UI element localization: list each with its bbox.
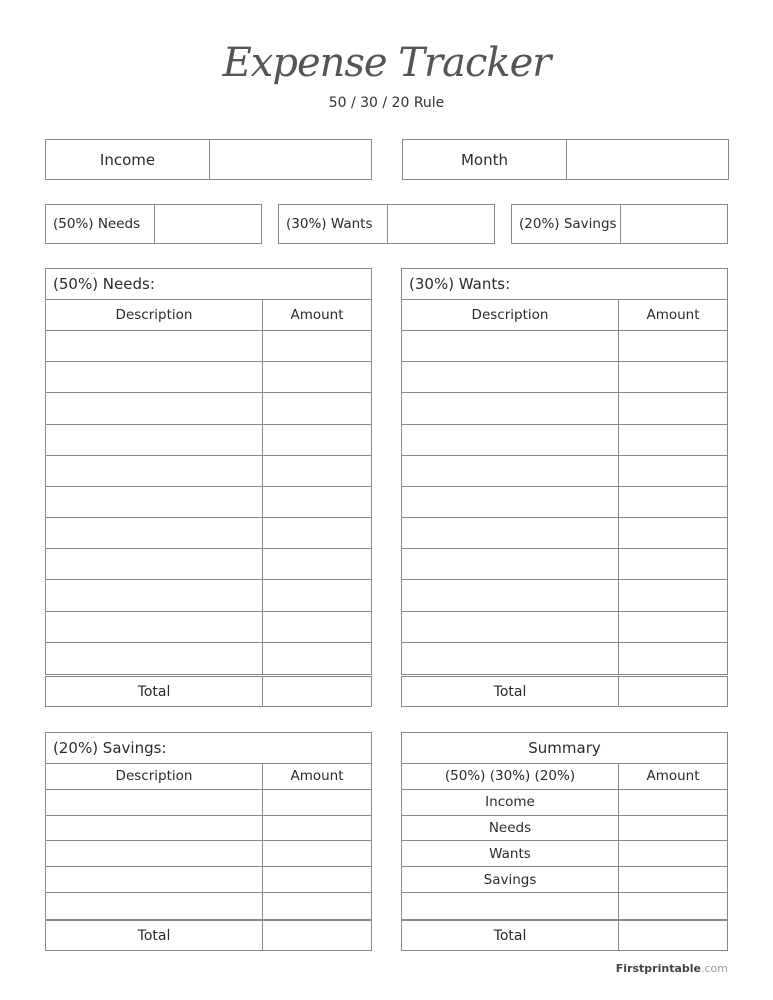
summary-label-cell: Wants [402,841,619,866]
description-cell[interactable] [402,580,619,610]
page-title: Expense Tracker [222,40,551,86]
description-cell[interactable] [402,549,619,579]
amount-cell[interactable] [263,612,371,642]
table-row [402,580,727,611]
summary-column-header [402,764,727,790]
column-header-amount: Amount [290,768,344,785]
wants-allocation-field[interactable] [388,205,494,243]
savings-column-header [46,764,371,790]
income-field[interactable] [210,140,371,179]
amount-cell[interactable] [619,518,727,548]
table-row [402,643,727,674]
savings-total-row [45,920,372,951]
wants-total-field[interactable] [619,677,727,706]
wants-total-label: Total [402,677,619,706]
description-cell[interactable] [402,425,619,455]
description-cell[interactable] [46,841,263,866]
column-header-description: Description [46,764,263,789]
needs-total-row [45,676,372,707]
description-cell[interactable] [46,612,263,642]
table-row [402,893,727,919]
savings-total-label: Total [46,921,263,950]
table-row [46,643,371,674]
description-cell[interactable] [402,456,619,486]
wants-total-row [401,676,728,707]
summary-label-cell: Savings [402,867,619,892]
amount-cell[interactable] [619,580,727,610]
amount-cell[interactable] [619,549,727,579]
needs-total-label: Total [46,677,263,706]
description-cell[interactable] [46,549,263,579]
table-row [46,867,371,893]
description-cell[interactable] [46,331,263,361]
summary-label-cell: Needs [402,816,619,841]
amount-cell[interactable] [619,487,727,517]
table-row [46,612,371,643]
amount-cell[interactable] [619,456,727,486]
month-box [402,139,729,180]
summary-label-cell: Income [402,790,619,815]
savings-table [45,732,372,920]
description-cell[interactable] [402,518,619,548]
amount-cell[interactable] [619,643,727,674]
table-row [46,518,371,549]
amount-cell[interactable] [619,393,727,423]
table-row [402,790,727,816]
description-cell[interactable] [402,331,619,361]
amount-cell[interactable] [263,362,371,392]
amount-cell[interactable] [619,867,727,892]
amount-cell[interactable] [619,362,727,392]
footer-brand [616,962,728,975]
table-row [402,362,727,393]
table-row [402,456,727,487]
summary-table [401,732,728,920]
description-cell[interactable] [46,580,263,610]
amount-cell[interactable] [263,549,371,579]
description-cell[interactable] [46,425,263,455]
table-row [402,549,727,580]
description-cell[interactable] [402,893,619,919]
amount-cell[interactable] [619,790,727,815]
table-row [402,841,727,867]
table-row [46,456,371,487]
needs-table-title: (50%) Needs: [46,269,371,300]
table-row [402,393,727,424]
description-cell[interactable] [402,612,619,642]
amount-cell[interactable] [619,331,727,361]
savings-allocation-label: (20%) Savings [512,205,621,243]
table-row [46,816,371,842]
column-header-amount: Amount [290,307,344,324]
description-cell[interactable] [46,393,263,423]
description-cell[interactable] [402,393,619,423]
table-row [46,841,371,867]
description-cell[interactable] [402,362,619,392]
table-row [46,331,371,362]
amount-cell[interactable] [263,816,371,841]
table-row [46,893,371,919]
amount-cell[interactable] [619,816,727,841]
description-cell[interactable] [46,487,263,517]
description-cell[interactable] [46,456,263,486]
amount-cell[interactable] [619,612,727,642]
needs-allocation-field[interactable] [155,205,261,243]
summary-total-field[interactable] [619,921,727,950]
amount-cell[interactable] [619,841,727,866]
amount-cell[interactable] [263,867,371,892]
summary-table-title: Summary [402,733,727,764]
wants-table [401,268,728,675]
footer-brand-domain: .com [701,962,728,975]
savings-total-field[interactable] [263,921,371,950]
table-row [402,867,727,893]
wants-allocation-label: (30%) Wants [279,205,388,243]
amount-cell[interactable] [263,893,371,919]
table-row [46,790,371,816]
table-row [402,425,727,456]
wants-allocation-box [278,204,495,244]
description-cell[interactable] [46,816,263,841]
needs-allocation-label: (50%) Needs [46,205,155,243]
table-row [46,487,371,518]
table-row [402,331,727,362]
table-row [402,518,727,549]
wants-table-title: (30%) Wants: [402,269,727,300]
amount-cell[interactable] [619,425,727,455]
description-cell[interactable] [402,643,619,674]
column-header-amount: Amount [646,307,700,324]
description-cell[interactable] [46,643,263,674]
savings-allocation-field[interactable] [621,205,727,243]
amount-cell[interactable] [263,518,371,548]
wants-column-header [402,300,727,331]
needs-allocation-box [45,204,262,244]
page-subtitle: 50 / 30 / 20 Rule [328,95,445,111]
table-row [46,362,371,393]
description-cell[interactable] [46,790,263,815]
summary-total-row [401,920,728,951]
amount-cell[interactable] [263,456,371,486]
savings-allocation-box [511,204,728,244]
description-cell[interactable] [46,518,263,548]
summary-total-label: Total [402,921,619,950]
amount-cell[interactable] [263,425,371,455]
description-cell[interactable] [46,893,263,919]
description-cell[interactable] [402,487,619,517]
amount-cell[interactable] [263,643,371,674]
description-cell[interactable] [46,867,263,892]
table-row [46,425,371,456]
amount-cell[interactable] [263,393,371,423]
amount-cell[interactable] [263,487,371,517]
amount-cell[interactable] [619,893,727,919]
table-row [46,580,371,611]
amount-cell[interactable] [263,790,371,815]
description-cell[interactable] [46,362,263,392]
amount-cell[interactable] [263,331,371,361]
column-header-amount: Amount [646,768,700,785]
savings-table-title: (20%) Savings: [46,733,371,764]
needs-column-header [46,300,371,331]
column-header-description: Description [46,300,263,330]
month-field[interactable] [567,140,728,179]
table-row [402,612,727,643]
column-header-description: (50%) (30%) (20%) [402,764,619,789]
income-box [45,139,372,180]
column-header-description: Description [402,300,619,330]
table-row [402,487,727,518]
income-label: Income [46,140,210,179]
footer-brand-name: Firstprintable [615,962,701,975]
table-row [402,816,727,842]
table-row [46,549,371,580]
month-label: Month [403,140,567,179]
table-row [46,393,371,424]
needs-total-field[interactable] [263,677,371,706]
amount-cell[interactable] [263,841,371,866]
amount-cell[interactable] [263,580,371,610]
needs-table [45,268,372,675]
